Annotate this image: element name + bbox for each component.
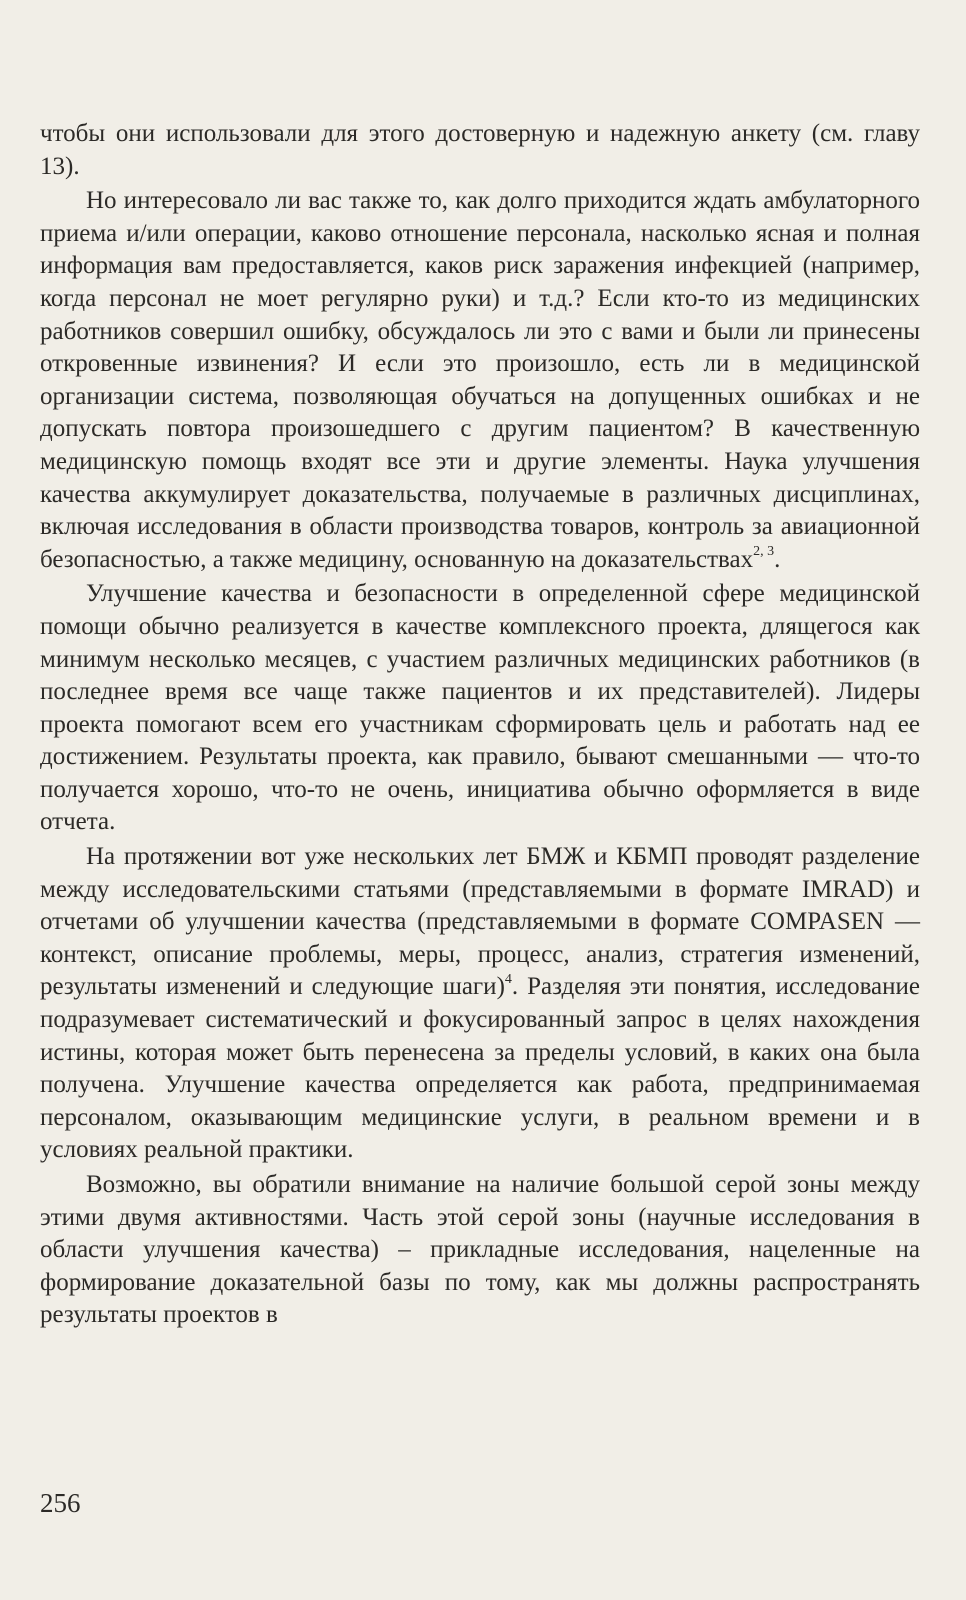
paragraph-1: чтобы они использовали для этого достоверную и надежную анкету (см. главу 13). [40, 120, 920, 180]
paragraph-3: Улучшение качества и безопасности в определенной сфере медицинской помощи обычно реализуется в качестве комплексного проекта, длящегося как минимум несколько месяцев, с участием различных медицинских работников (в последнее время все чаще также пациентов и их представителей). Лидеры проекта помогают всем его участникам сформировать цель и работать над ее достижением. Результаты проекта, как правило, бывают смешанными — что-то получается хорошо, что-то не очень, инициатива обычно оформляется в виде отчета. [40, 580, 920, 836]
paragraph-4: На протяжении вот уже нескольких лет БМЖ и КБМП проводят разделение между исследовательскими статьями (представляемыми в формате IMRAD) и отчетами об улучшении качества (представляемыми в формате COMPASEN — контекст, описание проблемы, меры, процесс, анализ, стратегия изменений, результаты изменений и следующие шаги)$^4$. Разделяя эти понятия, исследование подразумевает систематический и фокусированный запрос в целях нахождения истины, которая может быть перенесена за пределы условий, в каких она была получена. Улучшение качества определяется как работа, предпринимаемая персоналом, оказывающим медицинские услуги, в реальном времени и в условиях реальной практики. [40, 843, 920, 1164]
footnote-ref-2-3: 2, 3 [753, 544, 775, 560]
footnote-ref-4: 4 [504, 972, 512, 988]
paragraph-2: Но интересовало ли вас также то, как долго приходится ждать амбулаторного приема и/или операции, каково отношение персонала, насколько ясная и полная информация вам предоставляется, каков риск заражения инфекцией (например, когда персонал не моет регулярно руки) и т.д.? Если кто-то из медицинских работников совершил ошибку, обсуждалось ли это с вами и были ли принесены откровенные извинения? И если это произошло, есть ли в медицинской организации система, позволяющая обучаться на допущенных ошибках и не допускать повтора произошедшего с другим пациентом? В качественную медицинскую помощь входят все эти и другие элементы. Наука улучшения качества аккумулирует доказательства, получаемые в различных дисциплинах, включая исследования в области производства товаров, контроль за авиационной безопасностью, а также медицину, основанную на доказательствах$^{2, 3}$. [40, 187, 920, 573]
page-number: 256 [40, 1488, 81, 1518]
paragraph-5: Возможно, вы обратили внимание на наличие большой серой зоны между этими двумя активностями. Часть этой серой зоны (научные исследования в области улучшения качества) – прикладные исследования, нацеленные на формирование доказательной базы по тому, как мы должны распространять результаты проектов в [40, 1171, 920, 1329]
body-text [40, 118, 920, 1334]
